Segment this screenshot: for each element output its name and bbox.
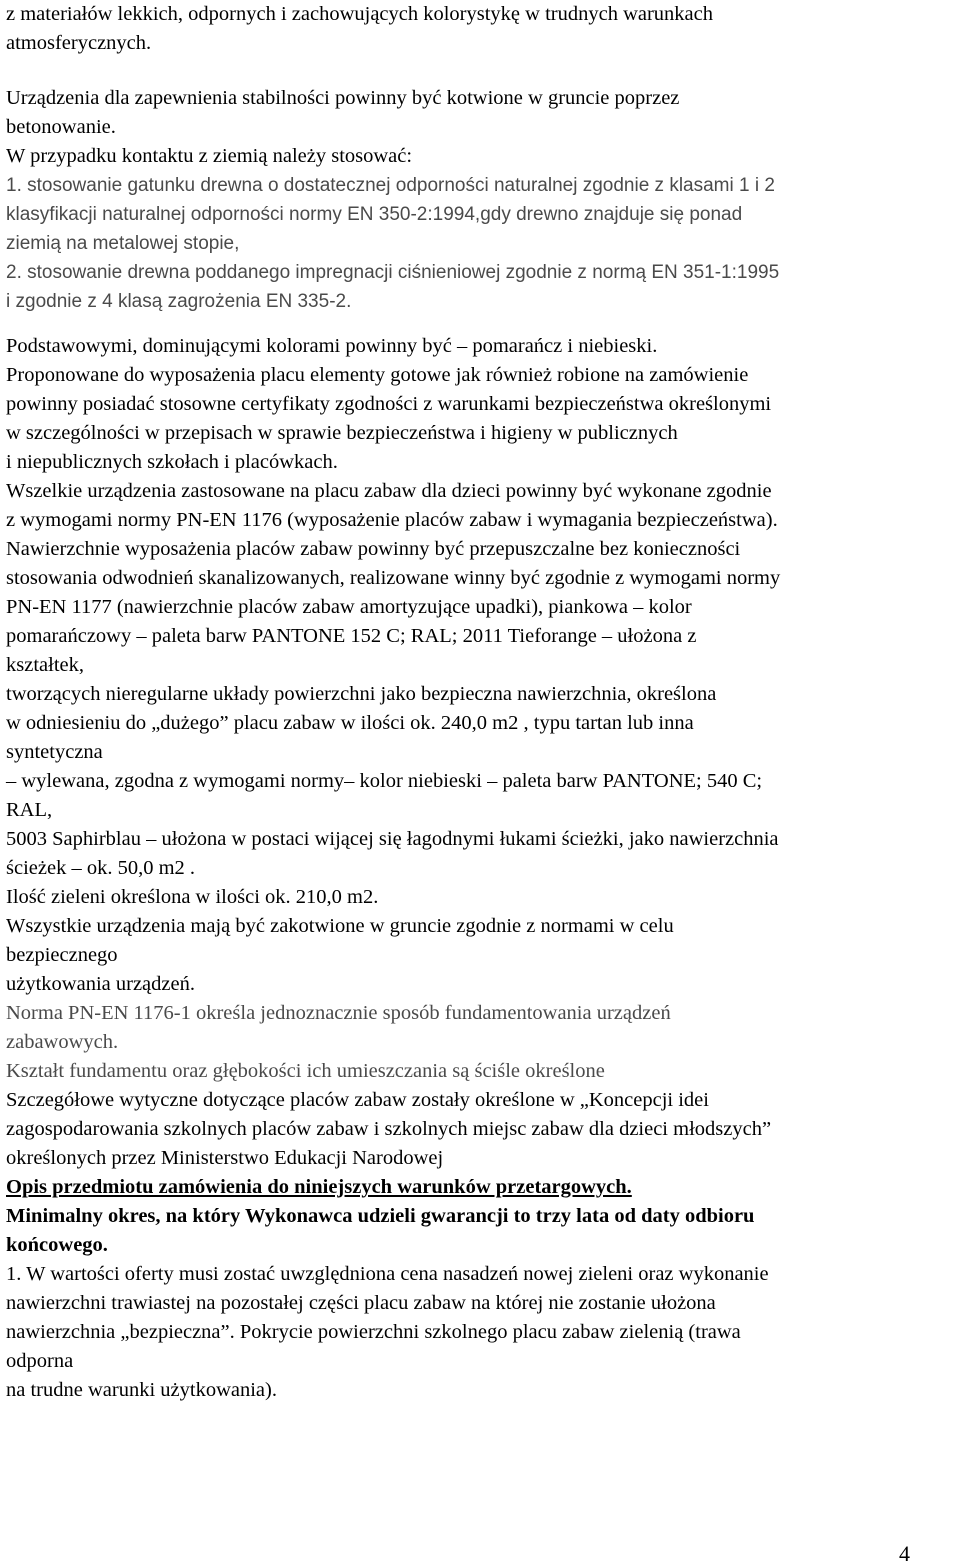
- section-heading: Opis przedmiotu zamówienia do niniejszych warunków przetargowych.: [6, 1176, 632, 1198]
- text-line: klasyfikacji naturalnej odporności normy EN 350-2:1994,gdy drewno znajduje się ponad: [6, 204, 743, 225]
- text-line: z wymogami normy PN-EN 1176 (wyposażenie placów zabaw i wymagania bezpieczeństwa).: [6, 509, 778, 531]
- text-line: Urządzenia dla zapewnienia stabilności powinny być kotwione w gruncie poprzez: [6, 87, 680, 109]
- text-line: i zgodnie z 4 klasą zagrożenia EN 335-2.: [6, 291, 352, 312]
- text-line: na trudne warunki użytkowania).: [6, 1379, 277, 1401]
- text-line: atmosferycznych.: [6, 32, 152, 54]
- text-line: 1. stosowanie gatunku drewna o dostatecznej odporności naturalnej zgodnie z klasami 1 i 2: [6, 175, 775, 196]
- text-line: Nawierzchnie wyposażenia placów zabaw powinny być przepuszczalne bez konieczności: [6, 538, 741, 560]
- page-number: 4: [899, 1541, 910, 1566]
- text-line: Norma PN-EN 1176-1 określa jednoznacznie sposób fundamentowania urządzeń: [6, 1002, 671, 1024]
- text-line: odporna: [6, 1350, 74, 1372]
- text-line: określonych przez Ministerstwo Edukacji Narodowej: [6, 1147, 444, 1169]
- warranty-statement: końcowego.: [6, 1234, 108, 1256]
- text-line: w szczególności w przepisach w sprawie bezpieczeństwa i higieny w publicznych: [6, 422, 678, 444]
- text-line: PN-EN 1177 (nawierzchnie placów zabaw amortyzujące upadki), piankowa – kolor: [6, 596, 692, 618]
- text-line: Szczegółowe wytyczne dotyczące placów zabaw zostały określone w „Koncepcji idei: [6, 1089, 709, 1111]
- text-line: RAL,: [6, 799, 53, 821]
- text-line: z materiałów lekkich, odpornych i zachowujących kolorystykę w trudnych warunkach: [6, 3, 714, 25]
- text-line: 2. stosowanie drewna poddanego impregnacji ciśnieniowej zgodnie z normą EN 351-1:1995: [6, 262, 780, 283]
- warranty-statement: Minimalny okres, na który Wykonawca udzieli gwarancji to trzy lata od daty odbioru: [6, 1205, 755, 1227]
- text-line: Kształt fundamentu oraz głębokości ich umieszczania są ściśle określone: [6, 1060, 605, 1082]
- text-line: stosowania odwodnień skanalizowanych, realizowane winny być zgodnie z wymogami normy: [6, 567, 781, 589]
- text-line: ścieżek – ok. 50,0 m2 .: [6, 857, 196, 879]
- text-line: ziemią na metalowej stopie,: [6, 233, 240, 254]
- text-line: – wylewana, zgodna z wymogami normy– kolor niebieski – paleta barw PANTONE; 540 C;: [6, 770, 763, 792]
- text-line: Podstawowymi, dominującymi kolorami powinny być – pomarańcz i niebieski.: [6, 335, 658, 357]
- text-line: w odniesieniu do „dużego” placu zabaw w ilości ok. 240,0 m2 , typu tartan lub inna: [6, 712, 694, 734]
- text-line: W przypadku kontaktu z ziemią należy stosować:: [6, 145, 413, 167]
- text-line: nawierzchni trawiastej na pozostałej części placu zabaw na której nie zostanie ułożona: [6, 1292, 716, 1314]
- text-line: Ilość zieleni określona w ilości ok. 210,0 m2.: [6, 886, 379, 908]
- text-line: syntetyczna: [6, 741, 103, 763]
- text-line: użytkowania urządzeń.: [6, 973, 195, 995]
- text-line: kształtek,: [6, 654, 84, 676]
- text-line: zagospodarowania szkolnych placów zabaw i szkolnych miejsc zabaw dla dzieci młodszych”: [6, 1118, 772, 1140]
- text-line: Wszelkie urządzenia zastosowane na placu zabaw dla dzieci powinny być wykonane zgodnie: [6, 480, 772, 502]
- text-line: 5003 Saphirblau – ułożona w postaci wijącej się łagodnymi łukami ścieżki, jako nawierzchnia: [6, 828, 779, 850]
- text-line: tworzących nieregularne układy powierzchni jako bezpieczna nawierzchnia, określona: [6, 683, 717, 705]
- text-line: Proponowane do wyposażenia placu elementy gotowe jak również robione na zamówienie: [6, 364, 749, 386]
- text-line: zabawowych.: [6, 1031, 119, 1053]
- text-line: 1. W wartości oferty musi zostać uwzględniona cena nasadzeń nowej zieleni oraz wykonanie: [6, 1263, 769, 1285]
- text-line: i niepublicznych szkołach i placówkach.: [6, 451, 338, 473]
- text-line: powinny posiadać stosowne certyfikaty zgodności z warunkami bezpieczeństwa określonymi: [6, 393, 772, 415]
- text-line: nawierzchnia „bezpieczna”. Pokrycie powierzchni szkolnego placu zabaw zielenią (trawa: [6, 1321, 741, 1343]
- text-line: bezpiecznego: [6, 944, 118, 966]
- text-line: betonowanie.: [6, 116, 116, 138]
- text-line: pomarańczowy – paleta barw PANTONE 152 C; RAL; 2011 Tieforange – ułożona z: [6, 625, 697, 647]
- text-line: Wszystkie urządzenia mają być zakotwione w gruncie zgodnie z normami w celu: [6, 915, 674, 937]
